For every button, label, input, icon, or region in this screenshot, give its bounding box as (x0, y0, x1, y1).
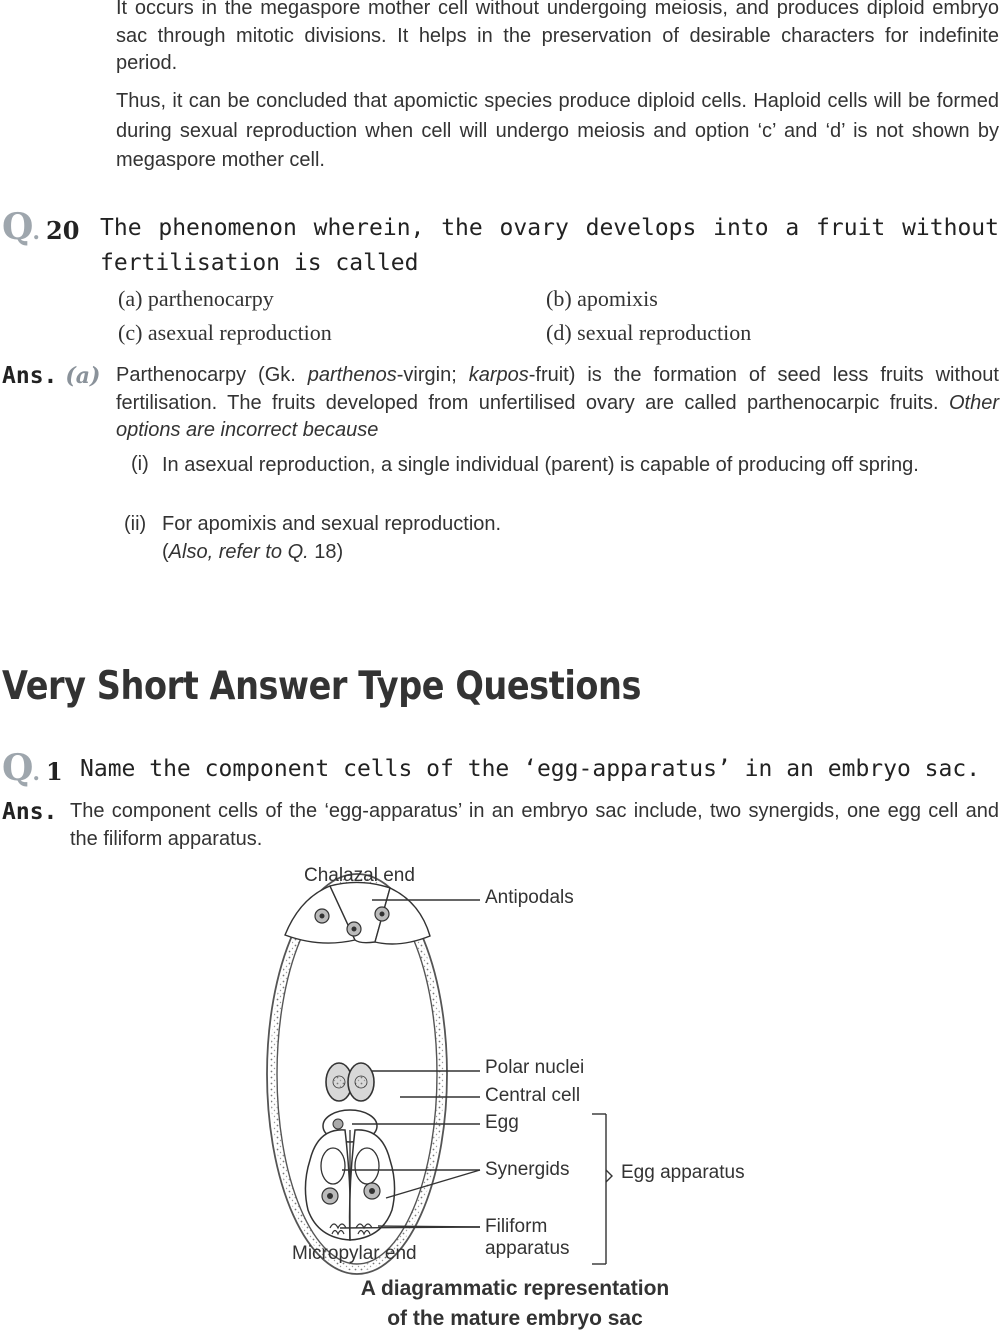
question-1-number: Q. 1 (2, 747, 63, 789)
label-egg-apparatus: Egg apparatus (621, 1162, 745, 1183)
label-micropylar-end: Micropylar end (292, 1243, 417, 1264)
answer-20-text: Parthenocarpy (Gk. parthenos-virgin; karpos-fruit) is the formation of seed less fruits without fertilisation. The fruits developed from unfertilised ovary are called parthenocarpic fruits. Other options are incorrect because (116, 364, 999, 441)
intro-paragraph-2: Thus, it can be concluded that apomictic species produce diploid cells. Haploid cells will be formed during sexual reproduction when cell will undergo meiosis and option ‘c’ and ‘d’ is not shown by megaspore mother cell. (116, 90, 999, 171)
answer-label: Ans. (2, 363, 58, 389)
option-c: (c) asexual reproduction (118, 320, 332, 345)
question-mark-letter: Q (2, 206, 33, 248)
question-number: 1 (46, 757, 63, 786)
answer-20-label (2, 363, 100, 389)
label-egg: Egg (485, 1112, 519, 1133)
caption-line-1: A diagrammatic representation (360, 1277, 670, 1300)
option-b: (b) apomixis (546, 286, 658, 311)
antipodal-cells (285, 882, 430, 944)
answer-20-item-2-num: (ii) (124, 513, 147, 535)
label-central-cell: Central cell (485, 1085, 581, 1106)
answer-option: (a) (65, 363, 101, 389)
question-number: 20 (46, 216, 80, 245)
section-heading: Very Short Answer Type Questions (2, 664, 641, 709)
caption-line-2: of the mature embryo sac (387, 1307, 643, 1330)
question-20-text: The phenomenon wherein, the ovary develops into a fruit without fertilisation is called (100, 215, 999, 276)
diagram-caption (300, 1274, 730, 1334)
answer-20-item-1-text: In asexual reproduction, a single individual (parent) is capable of producing off spring. (162, 454, 919, 476)
question-1-text: Name the component cells of the ‘egg-apparatus’ in an embryo sac. (80, 756, 981, 782)
label-antipodals: Antipodals (485, 887, 574, 908)
option-a: (a) parthenocarpy (118, 286, 274, 311)
answer-20-reference: (Also, refer to Q. 18) (162, 541, 344, 563)
label-chalazal-end: Chalazal end (304, 865, 415, 886)
answer-20-item-2-text: For apomixis and sexual reproduction. (162, 513, 502, 535)
label-filiform-line-1: Filiform (485, 1216, 548, 1237)
question-mark-letter: Q (2, 747, 33, 789)
answer-1-label: Ans. (2, 799, 58, 825)
intro-paragraph-1: It occurs in the megaspore mother cell without undergoing meiosis, and produces diploid embryo sac through mitotic divisions. It helps in the preservation of desirable characters for indefinite period. (116, 0, 999, 74)
answer-1-text: The component cells of the ‘egg-apparatus’ in an embryo sac include, two synergids, one egg cell and the filiform apparatus. (70, 800, 999, 850)
option-d: (d) sexual reproduction (546, 320, 752, 345)
label-filiform-line-2: apparatus (485, 1238, 570, 1259)
answer-20-item-1-num: (i) (131, 453, 149, 475)
label-polar-nuclei: Polar nuclei (485, 1057, 585, 1078)
label-synergids: Synergids (485, 1159, 570, 1180)
question-20-number: Q. 20 (2, 206, 80, 248)
